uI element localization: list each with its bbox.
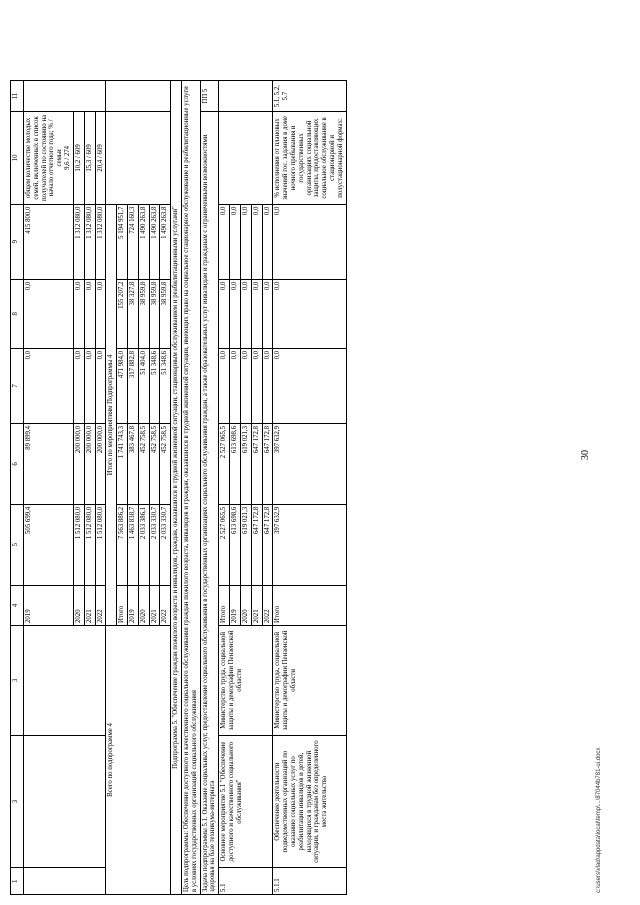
col-9: 9 [11,204,24,279]
table-row: 5.1.1 Обеспечение деятельности подведомственных организаций по оказанию социальных услуг по реабилитации инвалидов и детей, находящихся в трудной жизненной ситуации, и гражданам без определенного места жительства Министерство труда, социальной защиты и демографии Пензенской области Итого 397 632,9 397 632,9 0,0 0,0 0,0 % исполнения от плановых значений гос. задания в доме ночного пребывания и государственных организациях социальной защиты, предоставляющих социальное обслуживание в стационарной и полустационарной формах: 5.1, 5.2, 5.7 [273,81,346,895]
col-3: 3 [11,626,24,736]
page-number: 30 [580,450,591,460]
task-text: Задача подпрограммы 5.1. Оказание социальных услуг, предоставление социального обслуживания в государственных организациях социального обслуживания граждан, а также образовательных услуг инвалидам и гражданам с ограниченными возможностями здоровья на базе техникума-интерната [200,112,219,895]
table-row: 2021 2 033 330,7 452 758,5 51 348,6 38 959,8 1 490 263,8 [149,81,160,895]
column-header-row [11,81,24,895]
col-6: 6 [11,423,24,504]
col-7: 7 [11,348,24,423]
col-10: 10 [11,112,24,204]
table-row: 2022 1 512 080,0 200 000,0 0,0 0,0 1 312 080,0 20,4 / 609 [95,81,106,895]
col-11: 11 [11,81,24,112]
col-4: 4 [11,585,24,625]
table-row: 2019 613 698,6 613 698,6 0,0 0,0 0,0 [230,81,241,895]
table-row [182,81,201,895]
col-1: 1 [11,868,24,895]
table-row [106,81,117,895]
col-8: 8 [11,279,24,348]
task-code: ПП 5 [200,81,219,112]
table-row: 2020 619 021,3 619 021,3 0,0 0,0 0,0 [240,81,251,895]
table-row: Итого 7 563 886,2 1 741 743,3 471 984,0 155 207,2 5 194 951,7 [117,81,128,895]
table-row: 5.1 Основное мероприятие 5.1 "Обеспечение доступного и качественного социального обслуживания" Министерство труда, социальной защиты и демографии Пензенской области Итого 2 527 065,5 2 527 065,5 0,0 0,0 0,0 [219,81,230,895]
footer-path: c:\users\vlad\appdata\local\temp\...\87044b781-ui.docx [596,747,602,893]
table-row: 2020 1 512 080,0 200 000,0 0,0 0,0 1 312 080,0 10,2 / 609 [73,81,84,895]
table-row: 2022 647 172,8 647 172,8 0,0 0,0 0,0 [262,81,273,895]
table-row: 2019 1 463 838,7 383 467,8 317 882,8 38 327,8 724 160,3 [127,81,138,895]
table-row: 2020 2 033 386,1 452 758,5 51 404,0 38 959,8 1 490 263,8 [138,81,149,895]
table-row: 2021 1 512 080,0 200 000,0 0,0 0,0 1 312 080,0 15,3 / 609 [84,81,95,895]
table-row: 2021 647 172,8 647 172,8 0,0 0,0 0,0 [251,81,262,895]
table-row: 2019 505 699,4 89 899,4 0,0 0,0 415 800,0 общем количестве молодых семей, включенных в список получателей по состоянию на начало отчетного года; % / семьи 9,6 / 274 [24,81,74,895]
table-row: 2022 2 033 330,7 452 758,5 51 348,6 38 959,8 1 490 263,8 [160,81,171,895]
sub4-label: Всего по подпрограмме 4 [106,626,171,895]
col-2: 3 [11,735,24,868]
program-table [10,80,347,895]
sub5-title: Подпрограмма 5. "Обеспечение граждан пожилого возраста и инвалидов, граждан, оказавшихся в трудной жизненной ситуации, стационарным обслуживанием и реабилитационными услугами" [171,81,182,895]
table-row [200,81,219,895]
table-row [171,81,182,895]
goal-text: Цель подпрограммы: Обеспечение доступного и качественного социального обслуживания граждан пожилого возраста, инвалидов и граждан, оказавшихся в трудной жизненной ситуации, имеющих право на социальное стационарное обслуживание и реабилитационные услуги в условиях государственных организаций социального обслуживания [182,81,201,895]
sub4-title: Итого по мероприятиям Подпрограммы 4 [106,204,117,625]
col-5: 5 [11,504,24,585]
